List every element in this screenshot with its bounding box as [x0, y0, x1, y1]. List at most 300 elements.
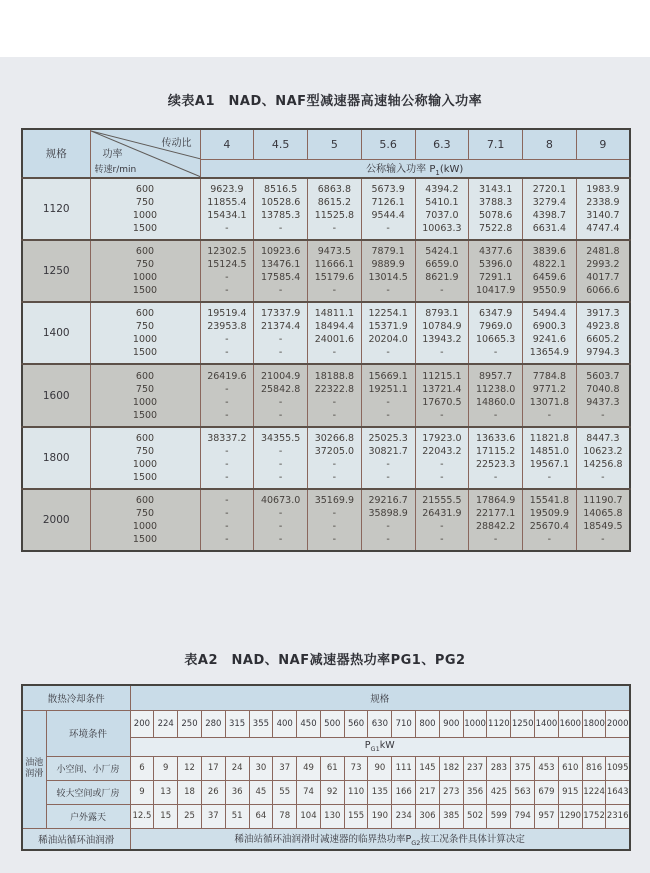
power-value: 24001.6 [314, 334, 355, 346]
power-value: 8793.1 [425, 308, 459, 320]
power-value: 10417.9 [475, 284, 516, 296]
speed-axis-label: 转速r/min [94, 164, 137, 175]
power-value: 12302.5 [207, 245, 247, 257]
power-values [415, 178, 469, 240]
table-a2-body [22, 685, 630, 850]
power-value: - [493, 347, 498, 359]
power-values [469, 364, 523, 426]
power-values [523, 489, 577, 551]
speed-value: 1500 [132, 534, 158, 546]
size-header: 224 [154, 710, 178, 737]
thermal-power-value: 37 [273, 756, 297, 780]
power-value: 28842.2 [475, 521, 516, 533]
power-value: 23953.8 [207, 321, 247, 333]
power-value: 5673.9 [371, 183, 405, 195]
thermal-power-value: 73 [344, 756, 368, 780]
power-value: 9623.9 [210, 183, 244, 195]
thermal-power-value: 957 [535, 804, 559, 828]
speed-value: 1500 [132, 347, 158, 359]
power-value: 17670.5 [422, 396, 462, 408]
power-value: - [386, 284, 390, 296]
power-value: - [278, 334, 283, 346]
size-header: 355 [249, 710, 273, 737]
power-values [200, 364, 254, 426]
power-value: - [332, 508, 337, 520]
power-value: 8621.9 [425, 271, 459, 283]
power-value: 18494.4 [314, 321, 355, 333]
power-value: 9550.9 [532, 284, 566, 296]
power-value: 2993.2 [586, 258, 620, 270]
power-value: 7522.8 [479, 222, 513, 234]
thermal-power-value: 25 [178, 804, 202, 828]
power-value: 3917.3 [586, 308, 620, 320]
power-values [200, 427, 254, 489]
power-value: - [493, 409, 498, 421]
power-value: 10528.6 [260, 196, 301, 208]
power-value: - [278, 409, 283, 421]
power-values [254, 364, 308, 426]
thermal-power-value: 130 [320, 804, 344, 828]
power-value: 19509.9 [529, 508, 570, 520]
power-value: 10923.6 [260, 245, 301, 257]
power-value: 22043.2 [422, 445, 462, 457]
power-value: 1983.9 [586, 183, 620, 195]
size-header: 1600 [558, 710, 582, 737]
power-value: - [332, 409, 337, 421]
size-header: 500 [320, 710, 344, 737]
power-value: 40673.0 [260, 495, 301, 507]
power-value: 5424.1 [425, 245, 459, 257]
thermal-power-value: 74 [297, 780, 321, 804]
power-value: - [386, 458, 390, 470]
thermal-power-value: 15 [154, 804, 178, 828]
spec-value: 1400 [22, 302, 90, 364]
power-value: 17864.9 [475, 495, 516, 507]
speed-value: 1000 [132, 396, 158, 408]
thermal-power-value: 502 [463, 804, 487, 828]
size-header: 1800 [582, 710, 606, 737]
power-value: 9437.3 [586, 396, 620, 408]
power-value: 37205.0 [314, 445, 355, 457]
thermal-power-value: 36 [225, 780, 249, 804]
power-value: 14256.8 [583, 458, 623, 470]
diagonal-header-cell [90, 129, 200, 178]
power-value: 6631.4 [532, 222, 566, 234]
power-values [308, 240, 362, 302]
environment-condition-label: 环境条件 [46, 710, 130, 756]
power-value: 7037.0 [425, 209, 459, 221]
power-value: 38337.2 [207, 432, 247, 444]
power-value: 9241.6 [532, 334, 566, 346]
power-values [576, 302, 630, 364]
power-value: - [225, 445, 229, 457]
speed-value: 750 [135, 383, 155, 395]
power-value: 2338.9 [586, 196, 620, 208]
speed-value: 1000 [132, 271, 158, 283]
power-value: 13476.1 [260, 258, 301, 270]
power-value: 14851.0 [529, 445, 570, 457]
power-value: - [440, 347, 444, 359]
power-value: 13633.6 [475, 432, 516, 444]
size-header: 560 [344, 710, 368, 737]
thermal-power-value: 51 [225, 804, 249, 828]
thermal-power-value: 2316 [606, 804, 630, 828]
power-value: - [440, 521, 444, 533]
power-value: 15371.9 [368, 321, 408, 333]
size-header-row [22, 710, 630, 737]
spec-value: 1600 [22, 364, 90, 426]
power-values [361, 302, 415, 364]
cooling-condition-header: 散热冷却条件 [22, 685, 130, 710]
thermal-power-value: 234 [392, 804, 416, 828]
table-a2-title: 表A2 NAD、NAF减速器热功率PG1、PG2 [184, 653, 466, 668]
power-value: - [601, 534, 605, 546]
power-value: - [225, 534, 229, 546]
spec-value: 1120 [22, 178, 90, 240]
power-value: 7291.1 [479, 271, 513, 283]
power-value: 11238.0 [475, 383, 516, 395]
power-values [254, 240, 308, 302]
power-value: 34355.5 [260, 432, 301, 444]
thermal-power-value: 9 [154, 756, 178, 780]
power-value: - [493, 471, 498, 483]
env-row [22, 756, 630, 780]
size-header: 450 [297, 710, 321, 737]
thermal-power-value: 1224 [582, 780, 606, 804]
power-value: - [278, 471, 283, 483]
power-value: 4394.2 [425, 183, 459, 195]
power-value: 30821.7 [368, 445, 408, 457]
speed-value: 600 [135, 495, 155, 507]
table-a1-body [22, 178, 630, 552]
power-value: 15434.1 [207, 209, 247, 221]
power-value: - [440, 284, 444, 296]
power-values [200, 302, 254, 364]
power-value: 4377.6 [479, 245, 513, 257]
power-values [415, 489, 469, 551]
spec-block-1600 [22, 364, 630, 426]
power-values [415, 427, 469, 489]
power-value: 19567.1 [529, 458, 570, 470]
power-values [308, 302, 362, 364]
thermal-power-value: 145 [416, 756, 440, 780]
speed-value: 600 [135, 370, 155, 382]
thermal-power-value: 306 [416, 804, 440, 828]
power-values [523, 364, 577, 426]
power-value: - [440, 458, 444, 470]
thermal-power-value: 92 [320, 780, 344, 804]
speed-value: 1000 [132, 458, 158, 470]
power-value: 8447.3 [586, 432, 620, 444]
nominal-input-power-header: 公称输入功率 $P_1(kW)$ [200, 159, 630, 178]
speed-list [90, 364, 200, 426]
power-value: 22177.1 [475, 508, 516, 520]
speed-value: 600 [135, 308, 155, 320]
power-values [523, 240, 577, 302]
power-value: 11666.1 [314, 258, 355, 270]
power-value: 7126.1 [371, 196, 405, 208]
power-value: 10665.3 [475, 334, 516, 346]
thermal-power-value: 1290 [558, 804, 582, 828]
env-row-label: 较大空间或厂房 [46, 780, 130, 804]
power-value: 5410.1 [425, 196, 459, 208]
power-value: 9473.5 [317, 245, 351, 257]
power-value: - [547, 409, 552, 421]
power-value: 21555.5 [422, 495, 462, 507]
power-value: 6605.2 [586, 334, 620, 346]
power-value: 14860.0 [475, 396, 516, 408]
thermal-power-value: 385 [439, 804, 463, 828]
speed-value: 1000 [132, 334, 158, 346]
power-values [200, 240, 254, 302]
thermal-power-value: 37 [201, 804, 225, 828]
thermal-power-value: 679 [535, 780, 559, 804]
power-value: 11821.8 [529, 432, 570, 444]
power-value: 3279.4 [532, 196, 566, 208]
power-values [254, 427, 308, 489]
power-value: - [386, 521, 390, 533]
thermal-power-value: 610 [558, 756, 582, 780]
power-value: 11190.7 [583, 495, 623, 507]
power-values [576, 489, 630, 551]
speed-value: 1500 [132, 409, 158, 421]
thermal-power-value: 9 [130, 780, 154, 804]
power-value: 12254.1 [368, 308, 408, 320]
table-a2 [21, 684, 631, 851]
power-value: - [332, 347, 337, 359]
thermal-power-value: 166 [392, 780, 416, 804]
size-header: 400 [273, 710, 297, 737]
power-values [523, 302, 577, 364]
size-header: 1000 [463, 710, 487, 737]
speed-value: 600 [135, 245, 155, 257]
speed-list [90, 302, 200, 364]
power-values [469, 240, 523, 302]
thermal-power-value: 110 [344, 780, 368, 804]
speed-value: 1500 [132, 222, 158, 234]
power-axis-label: 功率 [102, 149, 123, 160]
power-value: 6659.0 [425, 258, 459, 270]
power-value: 21374.4 [260, 321, 301, 333]
power-values [254, 178, 308, 240]
power-value: 3143.1 [479, 183, 513, 195]
power-value: - [278, 508, 283, 520]
power-value: 13721.4 [422, 383, 462, 395]
thermal-power-value: 356 [463, 780, 487, 804]
power-values [415, 364, 469, 426]
table-a1-header-row [22, 129, 630, 159]
thermal-power-value: 18 [178, 780, 202, 804]
power-value: - [386, 471, 390, 483]
power-value: 22523.3 [475, 458, 516, 470]
power-value: - [332, 521, 337, 533]
ratio-value-header: 5 [308, 129, 362, 159]
power-value: 4017.7 [586, 271, 620, 283]
power-value: - [225, 521, 229, 533]
thermal-power-value: 425 [487, 780, 511, 804]
power-value: 18549.5 [583, 521, 623, 533]
power-value: - [225, 334, 229, 346]
thermal-power-value: 1643 [606, 780, 630, 804]
power-value: 29216.7 [368, 495, 408, 507]
power-value: - [225, 495, 229, 507]
power-value: 11855.4 [207, 196, 247, 208]
power-value: 18188.8 [314, 370, 355, 382]
power-value: - [278, 284, 283, 296]
power-value: 13071.8 [529, 396, 570, 408]
power-value: 6863.8 [317, 183, 351, 195]
power-values [469, 427, 523, 489]
power-value: - [386, 347, 390, 359]
size-header: 800 [416, 710, 440, 737]
power-value: - [332, 396, 337, 408]
power-value: 14065.8 [583, 508, 623, 520]
power-value: - [332, 222, 337, 234]
speed-value: 1000 [132, 521, 158, 533]
speed-list [90, 489, 200, 551]
oil-station-note: 稀油站循环油润滑时减速器的临界热功率$P_{G2}$按工况条件具体计算决定 [130, 828, 630, 850]
power-value: 11525.8 [314, 209, 355, 221]
thermal-power-value: 26 [201, 780, 225, 804]
power-value: 10784.9 [422, 321, 462, 333]
speed-value: 600 [135, 183, 155, 195]
speed-value: 750 [135, 445, 155, 457]
power-values [308, 178, 362, 240]
power-value: 5603.7 [586, 370, 620, 382]
power-value: 5396.0 [479, 258, 513, 270]
power-value: - [225, 471, 229, 483]
power-values [361, 364, 415, 426]
size-header: 315 [225, 710, 249, 737]
env-row [22, 780, 630, 804]
thermal-power-value: 90 [368, 756, 392, 780]
power-value: 3839.6 [532, 245, 566, 257]
thermal-power-value: 453 [535, 756, 559, 780]
thermal-power-value: 915 [558, 780, 582, 804]
power-value: - [278, 521, 283, 533]
power-value: 17923.0 [422, 432, 462, 444]
power-value: - [225, 396, 229, 408]
power-value: 8957.7 [479, 370, 513, 382]
power-value: 10623.2 [583, 445, 623, 457]
thermal-power-value: 237 [463, 756, 487, 780]
power-value: 6900.3 [532, 321, 566, 333]
power-value: 7969.0 [479, 321, 513, 333]
env-row [22, 804, 630, 828]
speed-list [90, 240, 200, 302]
power-value: 26431.9 [422, 508, 462, 520]
power-values [523, 427, 577, 489]
power-values [308, 364, 362, 426]
spec-header: 规格 [22, 129, 90, 178]
power-values [523, 178, 577, 240]
ratio-value-header: 5.6 [361, 129, 415, 159]
power-value: - [332, 471, 337, 483]
power-values [361, 489, 415, 551]
power-values [308, 489, 362, 551]
thermal-power-value: 111 [392, 756, 416, 780]
power-value: 15669.1 [368, 370, 408, 382]
power-value: 19519.4 [207, 308, 247, 320]
power-values [576, 178, 630, 240]
power-value: - [278, 458, 283, 470]
power-value: - [386, 222, 390, 234]
power-value: 8516.5 [264, 183, 298, 195]
speed-value: 750 [135, 258, 155, 270]
spec-value: 1250 [22, 240, 90, 302]
power-value: 7040.8 [586, 383, 620, 395]
power-value: 5494.4 [532, 308, 566, 320]
power-value: - [493, 534, 498, 546]
power-value: - [278, 534, 283, 546]
thermal-power-value: 12 [178, 756, 202, 780]
power-value: - [386, 409, 390, 421]
speed-value: 1000 [132, 209, 158, 221]
power-value: - [225, 271, 229, 283]
thermal-power-value: 104 [297, 804, 321, 828]
power-values [469, 489, 523, 551]
power-values [254, 302, 308, 364]
thermal-power-value: 6 [130, 756, 154, 780]
spec-block-1250 [22, 240, 630, 302]
thermal-power-value: 24 [225, 756, 249, 780]
power-value: 25670.4 [529, 521, 570, 533]
power-values [415, 240, 469, 302]
power-value: 6347.9 [479, 308, 513, 320]
power-value: 13785.3 [260, 209, 301, 221]
speed-value: 750 [135, 508, 155, 520]
power-value: 15179.6 [314, 271, 355, 283]
power-values [361, 427, 415, 489]
power-value: 15541.8 [529, 495, 570, 507]
power-values [361, 178, 415, 240]
ratio-value-header: 9 [576, 129, 630, 159]
thermal-power-value: 155 [344, 804, 368, 828]
oil-bath-lubrication-label: 油池 润滑 [22, 710, 46, 828]
thermal-power-value: 190 [368, 804, 392, 828]
power-value: 13014.5 [368, 271, 408, 283]
power-value: - [440, 534, 444, 546]
power-value: 35169.9 [314, 495, 355, 507]
power-value: 11215.1 [422, 370, 462, 382]
power-value: - [278, 222, 283, 234]
power-values [200, 178, 254, 240]
power-values [200, 489, 254, 551]
power-value: 20204.0 [368, 334, 408, 346]
power-values [469, 302, 523, 364]
power-value: 7879.1 [371, 245, 405, 257]
power-value: - [386, 396, 390, 408]
speed-value: 1500 [132, 284, 158, 296]
size-header: 630 [368, 710, 392, 737]
thermal-power-value: 30 [249, 756, 273, 780]
thermal-power-value: 45 [249, 780, 273, 804]
speed-list [90, 178, 200, 240]
power-value: 4398.7 [532, 209, 566, 221]
power-value: 4822.1 [532, 258, 566, 270]
power-value: 13654.9 [529, 347, 570, 359]
power-value: 13943.2 [422, 334, 462, 346]
power-value: 14811.1 [314, 308, 355, 320]
power-value: 30266.8 [314, 432, 355, 444]
power-value: 9889.9 [371, 258, 405, 270]
power-value: 22322.8 [314, 383, 355, 395]
power-value: 15124.5 [207, 258, 247, 270]
table-a1-title: 续表A1 NAD、NAF型减速器高速轴公称输入功率 [167, 94, 483, 109]
thermal-power-value: 49 [297, 756, 321, 780]
env-row-label: 户外露天 [46, 804, 130, 828]
power-value: 25842.8 [260, 383, 301, 395]
